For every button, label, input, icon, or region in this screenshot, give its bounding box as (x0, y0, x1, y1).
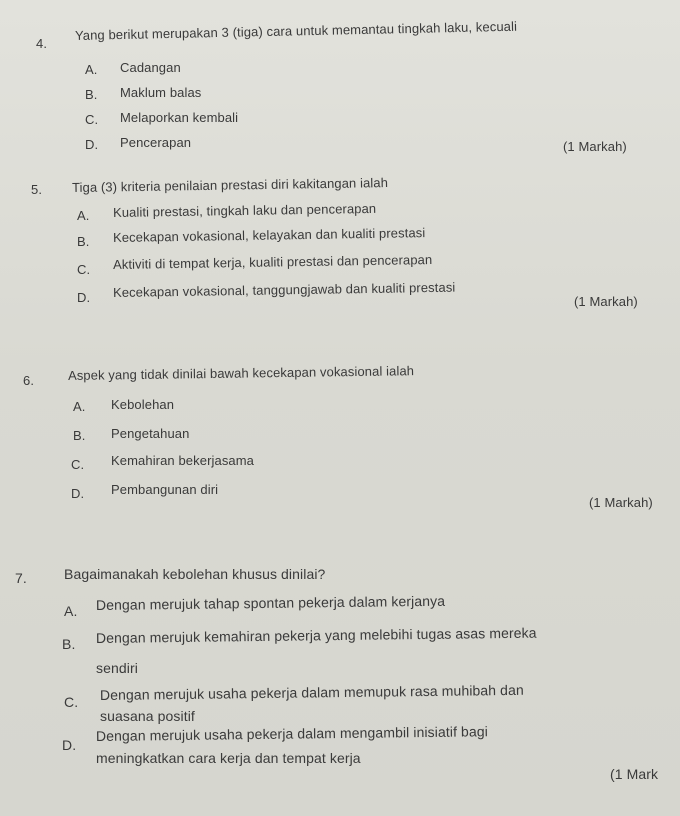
question-number: 5. (31, 182, 43, 197)
question-text: Bagaimanakah kebolehan khusus dinilai? (64, 566, 326, 582)
option-letter: B. (85, 87, 98, 102)
option-text: Kecekapan vokasional, kelayakan dan kualiti prestasi (112, 225, 426, 245)
option-letter: D. (85, 137, 99, 152)
option-text: Dengan merujuk usaha pekerja dalam mengambil inisiatif bagi (95, 723, 488, 744)
option-text-continued: meningkatkan cara kerja dan tempat kerja (96, 750, 361, 766)
marks-label: (1 Markah) (589, 495, 653, 510)
option-text: Melaporkan kembali (120, 110, 239, 125)
marks-label: (1 Mark (610, 766, 659, 782)
option-text: Kualiti prestasi, tingkah laku dan pencerapan (112, 200, 377, 220)
option-text: Kecekapan vokasional, tanggungjawab dan kualiti prestasi (112, 279, 456, 300)
option-letter: B. (62, 636, 76, 652)
question-text: Tiga (3) kriteria penilaian prestasi diri kakitangan ialah (71, 175, 389, 195)
option-letter: A. (77, 208, 90, 223)
option-text: Dengan merujuk usaha pekerja dalam memupuk rasa muhibah dan (99, 681, 524, 703)
option-letter: C. (64, 694, 79, 710)
option-letter: C. (71, 457, 85, 472)
question-number: 7. (15, 570, 27, 586)
option-text-continued: suasana positif (100, 708, 195, 724)
option-letter: A. (73, 399, 86, 414)
option-text: Pencerapan (120, 135, 192, 150)
option-letter: D. (62, 737, 77, 753)
option-letter: A. (85, 62, 98, 77)
marks-label: (1 Markah) (574, 294, 638, 309)
option-text: Dengan merujuk kemahiran pekerja yang melebihi tugas asas mereka (95, 624, 537, 646)
question-text: Aspek yang tidak dinilai bawah kecekapan vokasional ialah (67, 363, 415, 383)
option-letter: D. (77, 290, 91, 305)
option-text: Pembangunan diri (111, 482, 219, 497)
option-text: Kebolehan (111, 397, 175, 412)
option-letter: A. (64, 603, 78, 619)
option-letter: B. (73, 428, 86, 443)
option-letter: B. (77, 234, 90, 249)
option-text: Aktiviti di tempat kerja, kualiti prestasi dan pencerapan (112, 251, 433, 272)
option-letter: C. (85, 112, 99, 127)
option-text-continued: sendiri (96, 660, 138, 676)
option-text: Maklum balas (120, 85, 202, 100)
option-text: Cadangan (120, 60, 181, 75)
option-letter: D. (71, 486, 85, 501)
option-letter: C. (77, 262, 91, 277)
marks-label: (1 Markah) (563, 139, 627, 154)
option-text: Dengan merujuk tahap spontan pekerja dalam kerjanya (95, 592, 446, 613)
question-text: Yang berikut merupakan 3 (tiga) cara untuk memantau tingkah laku, kecuali (74, 18, 518, 43)
option-text: Kemahiran bekerjasama (111, 453, 255, 468)
option-text: Pengetahuan (111, 426, 190, 441)
question-number: 4. (36, 36, 48, 51)
question-number: 6. (23, 373, 35, 388)
